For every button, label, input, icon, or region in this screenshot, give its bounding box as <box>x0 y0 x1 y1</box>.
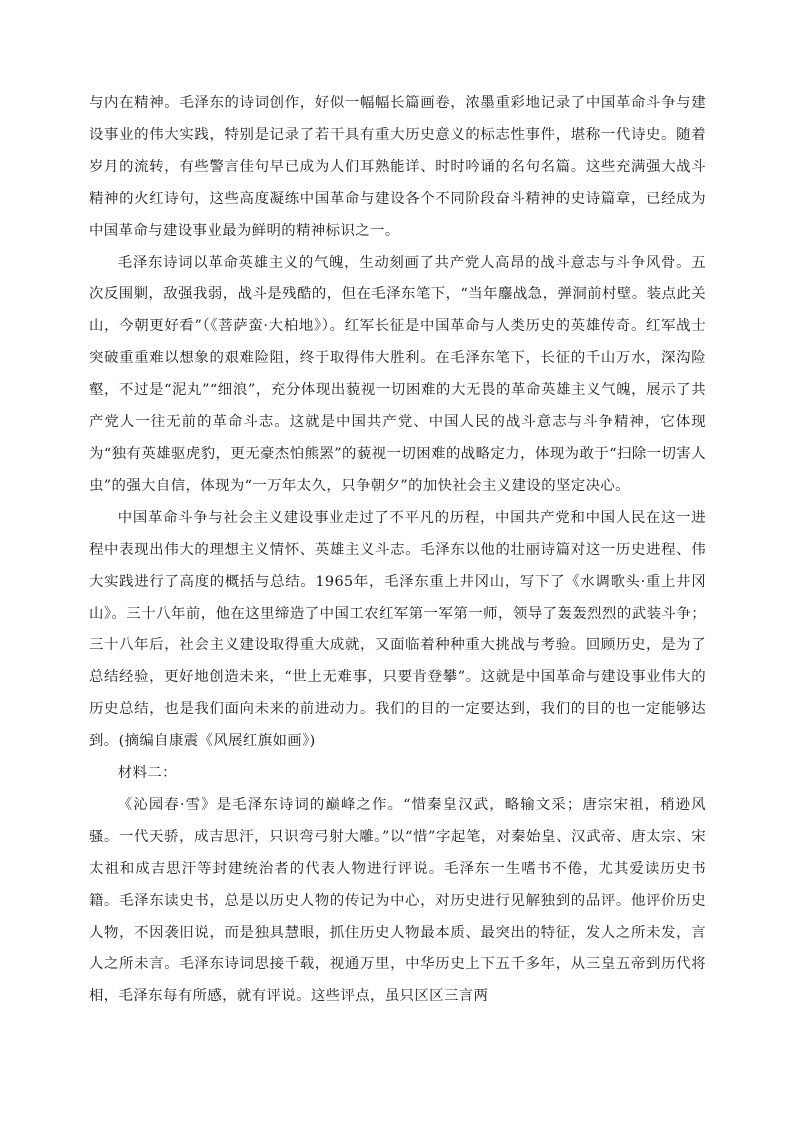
material-two-heading: 材料二： <box>117 765 177 782</box>
paragraph-3: 中国革命斗争与社会主义建设事业走过了不平凡的历程，中国共产党和中国人民在这一进程中表现出伟大的理想主义情怀、英雄主义斗志。毛泽东以他的壮丽诗篇对这一历史进程、伟大实践进行了高度的概括与总结。1965年，毛泽东重上井冈山，写下了《水调歌头·重上井冈山》。三十八年前，他在这里缔造了中国工农红军第一军第一师，领导了轰轰烈烈的武装斗争；三十八年后，社会主义建设取得重大成就，又面临着种种重大挑战与考验。回顾历史，是为了总结经验，更好地创造未来，“世上无难事，只要肯登攀”。这就是中国革命与建设事业伟大的历史总结，也是我们面向未来的前进动力。我们的目的一定要达到，我们的目的也一定能够达到。(摘编自康震《风展红旗如画》) <box>89 509 706 750</box>
paragraph-1: 与内在精神。毛泽东的诗词创作，好似一幅幅长篇画卷，浓墨重彩地记录了中国革命斗争与建设事业的伟大实践，特别是记录了若干具有重大历史意义的标志性事件，堪称一代诗史。随着岁月的流转，有些警言佳句早已成为人们耳熟能详、时时吟诵的名句名篇。这些充满强大战斗精神的火红诗句，这些高度凝练中国革命与建设各个不同阶段奋斗精神的史诗篇章，已经成为中国革命与建设事业最为鲜明的精神标识之一。 <box>89 95 706 239</box>
document-page <box>89 88 706 1088</box>
material-two-paragraph: 《沁园春·雪》是毛泽东诗词的巅峰之作。“惜秦皇汉武，略输文采；唐宗宋祖，稍逊风骚。一代天骄，成吉思汗，只识弯弓射大雕。”以“惜”字起笔，对秦始皇、汉武帝、唐太宗、宋太祖和成吉思汗等封建统治者的代表人物进行评说。毛泽东一生嗜书不倦，尤其爱读历史书籍。毛泽东读史书，总是以历史人物的传记为中心，对历史进行见解独到的品评。他评价历史人物，不因袭旧说，而是独具慧眼，抓住历史人物最本质、最突出的特征，发人之所未发，言人之所未言。毛泽东诗词思接千载，视通万里，中华历史上下五千多年，从三皇五帝到历代将相，毛泽东每有所感，就有评说。这些评点，虽只区区三言两 <box>89 796 706 1005</box>
paragraph-2: 毛泽东诗词以革命英雄主义的气魄，生动刻画了共产党人高昂的战斗意志与斗争风骨。五次反围剿，敌强我弱，战斗是残酷的，但在毛泽东笔下，“当年鏖战急，弹洞前村壁。装点此关山，今朝更好看”（《菩萨蛮·大柏地》）。红军长征是中国革命与人类历史的英雄传奇。红军战士突破重重难以想象的艰难险阻，终于取得伟大胜利。在毛泽东笔下，长征的千山万水，深沟险壑，不过是“泥丸”“细浪”，充分体现出藐视一切困难的大无畏的革命英雄主义气魄，展示了共产党人一往无前的革命斗志。这就是中国共产党、中国人民的战斗意志与斗争精神，它体现为“独有英雄驱虎豹，更无豪杰怕熊罴”的藐视一切困难的战略定力，体现为敢于“扫除一切害人虫”的强大自信，体现为“一万年太久，只争朝夕”的加快社会主义建设的坚定决心。 <box>89 254 706 494</box>
